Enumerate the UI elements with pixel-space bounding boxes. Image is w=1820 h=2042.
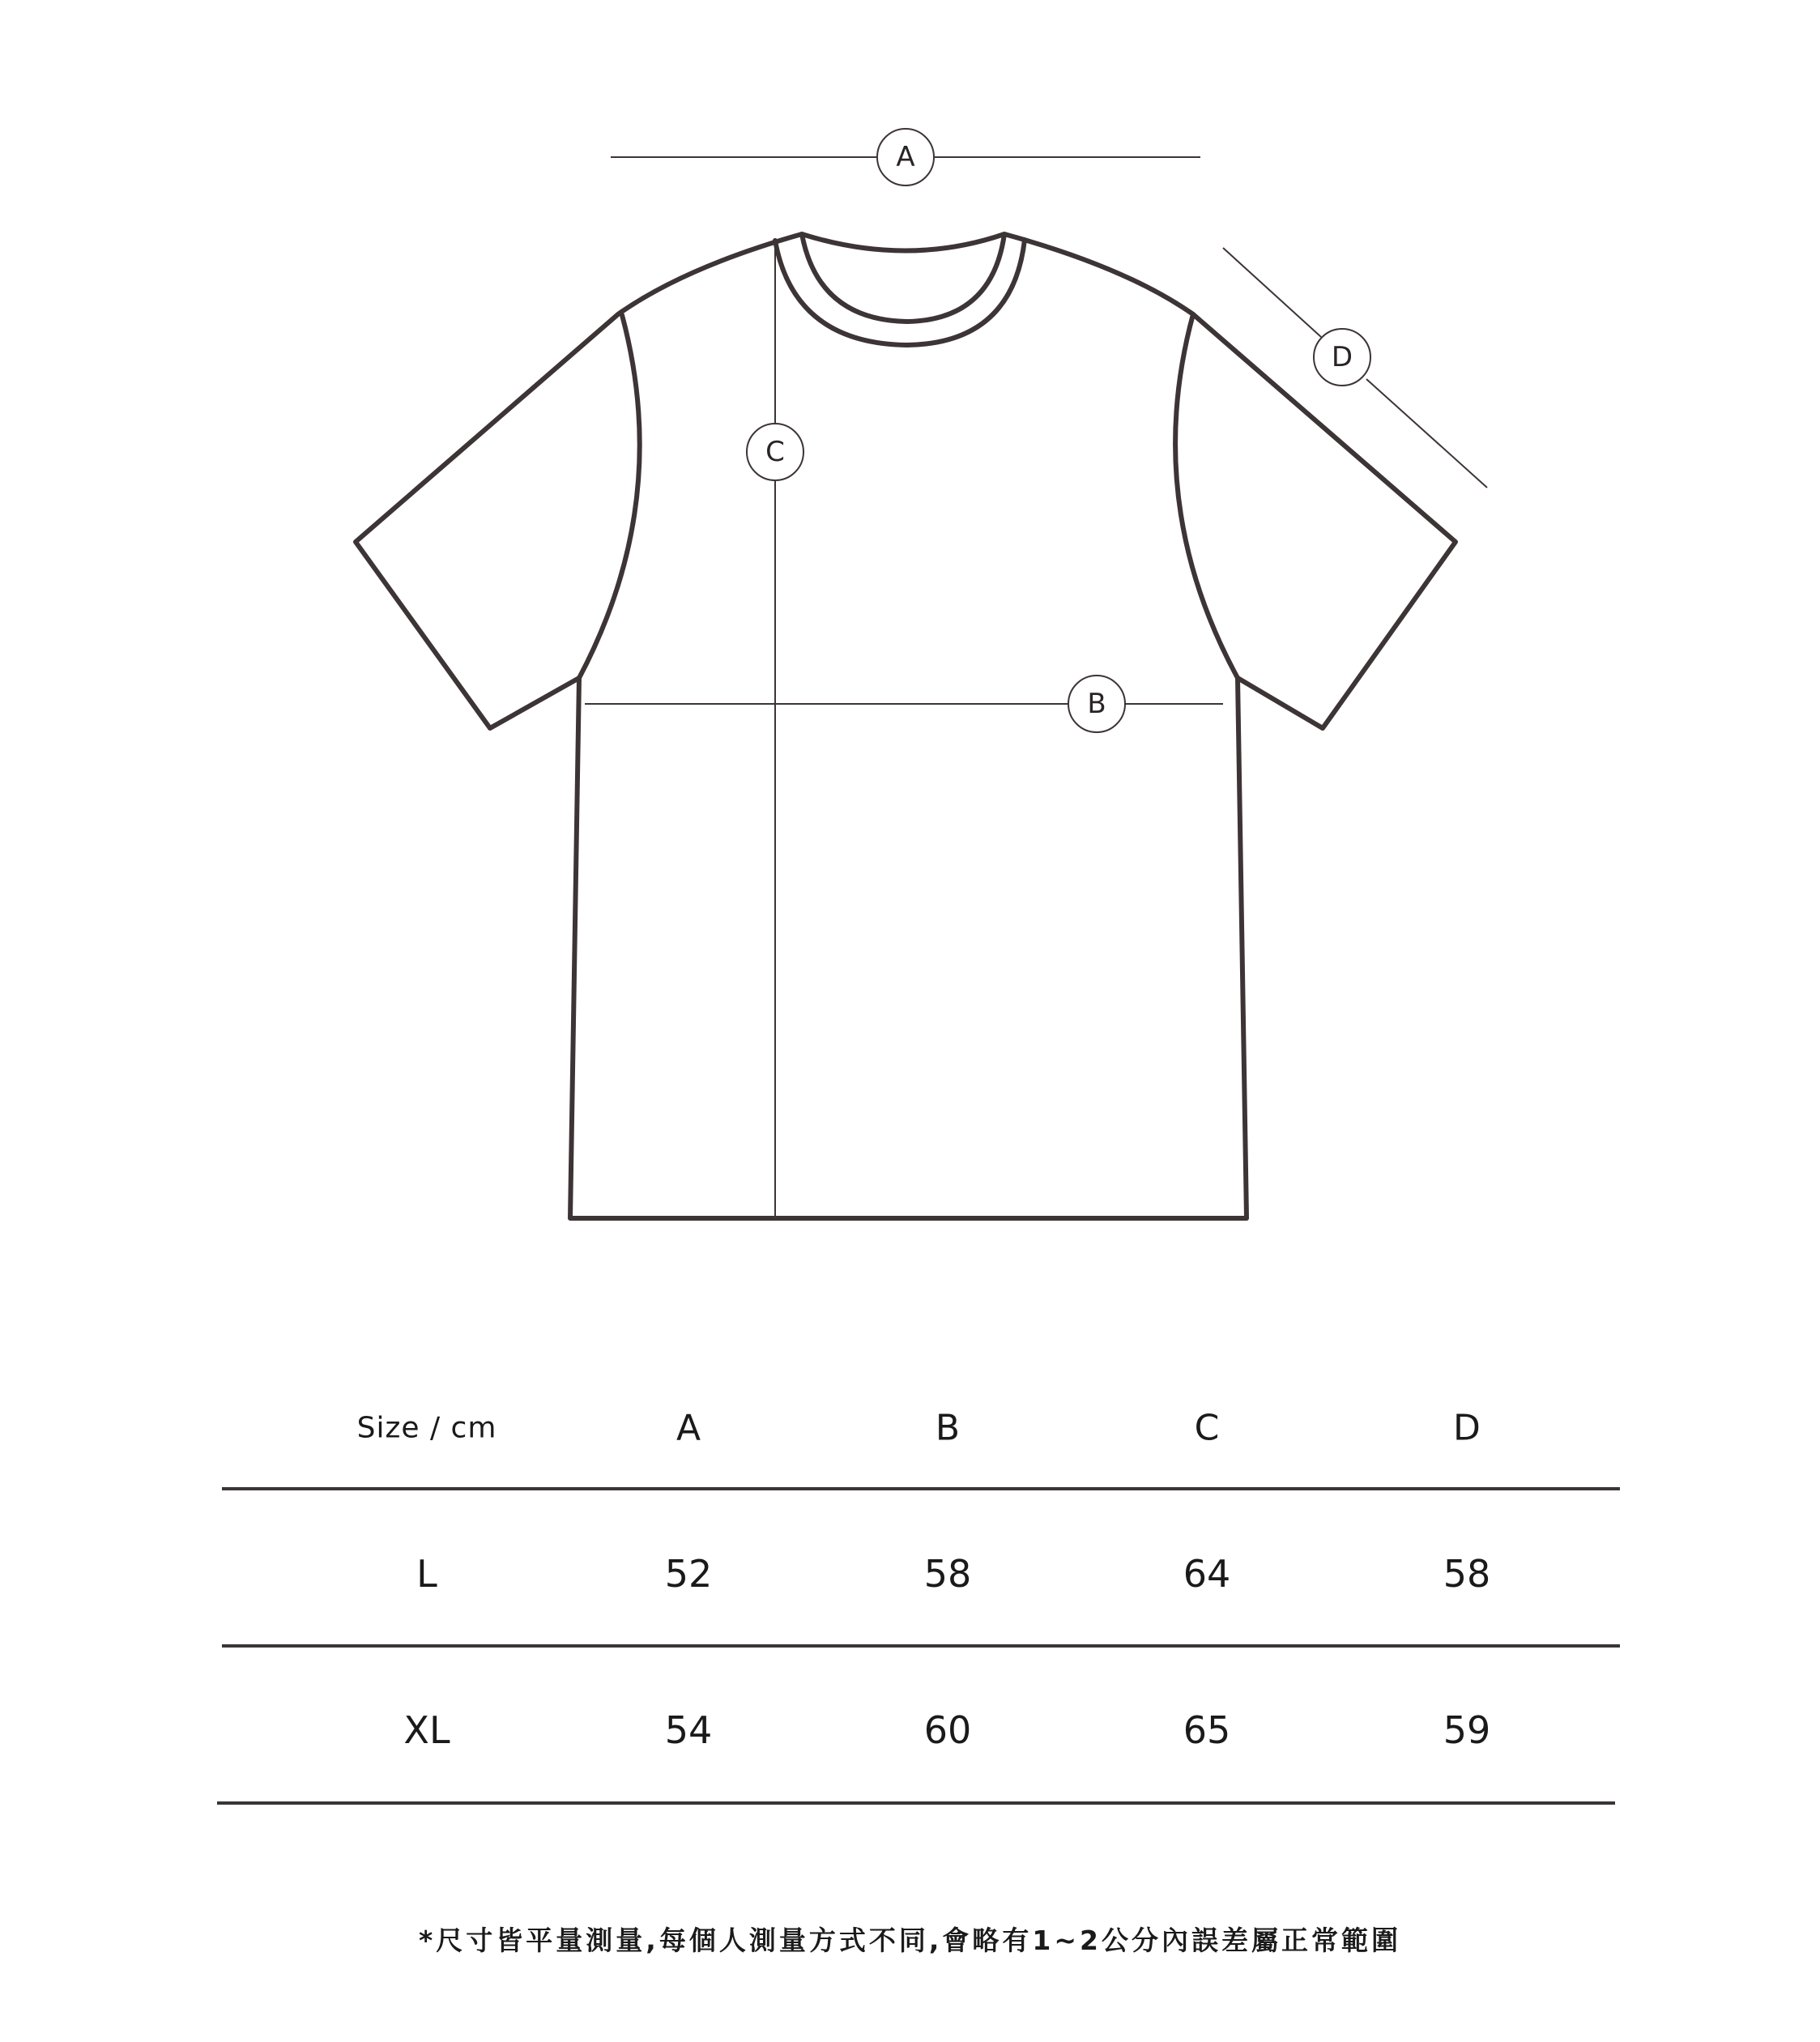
row-l-d: 58	[1443, 1552, 1491, 1596]
row-l-c: 64	[1183, 1552, 1231, 1596]
tshirt-outline	[356, 234, 1456, 1218]
marker-d	[1314, 329, 1370, 386]
marker-b-label: B	[1087, 688, 1106, 720]
header-size-label: Size / cm	[356, 1411, 497, 1445]
size-table	[0, 1377, 1820, 1863]
row-xl-c: 65	[1183, 1708, 1231, 1752]
row-xl-size: XL	[403, 1708, 450, 1752]
measure-line-d-lower	[1366, 379, 1487, 488]
row-xl-d: 59	[1443, 1708, 1491, 1752]
row-l-size: L	[416, 1552, 437, 1596]
marker-a	[877, 129, 934, 185]
table-rule-row-xl	[217, 1801, 1615, 1805]
table-rule-row-l	[222, 1644, 1620, 1648]
left-sleeve-seam	[579, 315, 640, 678]
table-rule-header	[222, 1487, 1620, 1490]
header-col-d: D	[1453, 1407, 1481, 1449]
row-xl-b: 60	[923, 1708, 972, 1752]
row-l-b: 58	[923, 1552, 972, 1596]
marker-b	[1068, 676, 1125, 732]
marker-c	[747, 424, 803, 480]
marker-d-label: D	[1331, 341, 1353, 373]
marker-a-label: A	[896, 141, 915, 173]
tshirt-body-outline	[356, 234, 1456, 1218]
right-sleeve-seam	[1175, 314, 1238, 678]
header-col-c: C	[1194, 1407, 1220, 1449]
marker-c-label: C	[765, 436, 785, 468]
row-l-a: 52	[664, 1552, 713, 1596]
row-xl-a: 54	[664, 1708, 713, 1752]
tshirt-collar	[802, 234, 1004, 322]
header-col-b: B	[935, 1407, 961, 1449]
measure-line-d-upper	[1223, 248, 1321, 337]
measurement-footnote: *尺寸皆平量測量,每個人測量方式不同,會略有1~2公分內誤差屬正常範圍	[419, 1925, 1401, 1956]
header-col-a: A	[676, 1407, 701, 1449]
tshirt-collar-band	[775, 240, 1025, 345]
